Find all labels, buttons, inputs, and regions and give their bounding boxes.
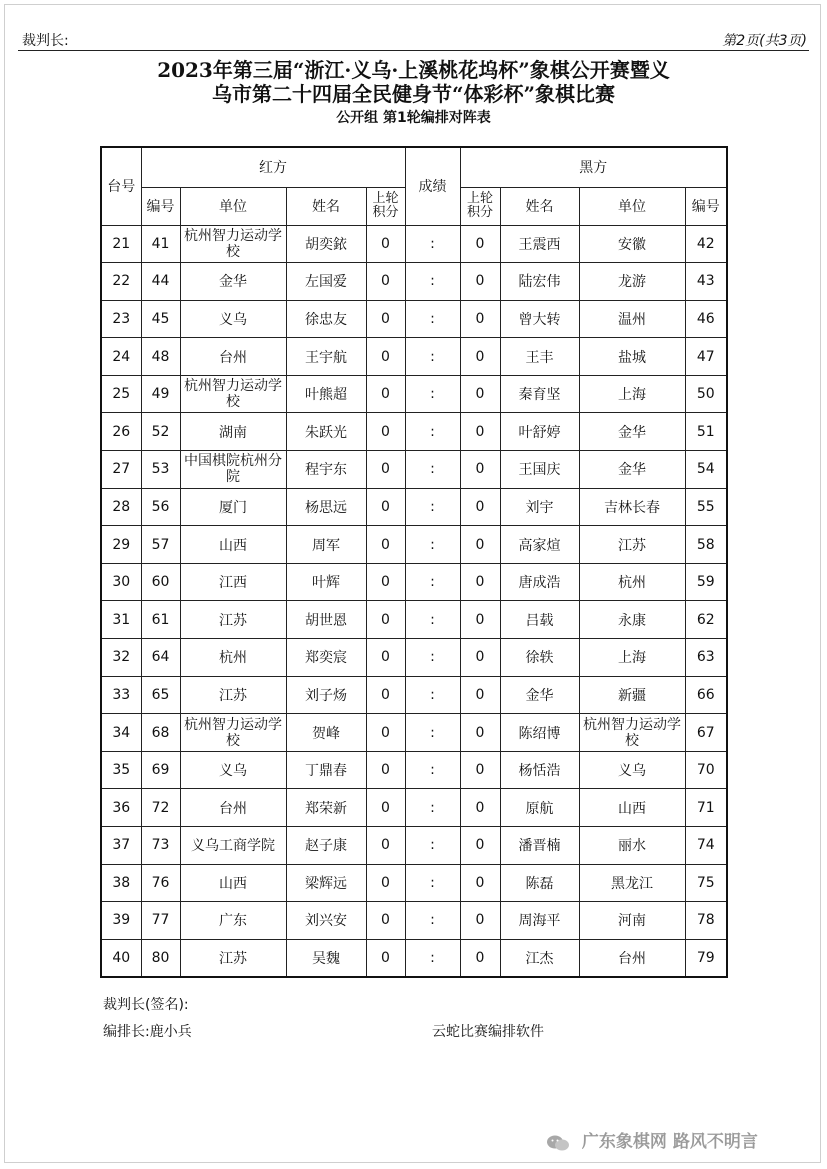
table-row: [101, 488, 727, 526]
board-cell: 25: [101, 375, 141, 413]
board-cell: 35: [101, 751, 141, 789]
result-cell: :: [405, 300, 460, 338]
board-cell: 27: [101, 451, 141, 489]
scheduler-name: 编排长:鹿小兵: [103, 1024, 192, 1040]
black-number-cell: 79: [685, 939, 727, 977]
black-unit-cell: 金华: [579, 451, 685, 489]
red-prev-score: 0: [366, 676, 405, 714]
table-row: [101, 451, 727, 489]
header-black-num: 编号: [685, 187, 727, 225]
black-prev-score: 0: [460, 676, 500, 714]
black-player-name: 周海平: [500, 902, 579, 940]
red-player-name: 梁辉远: [286, 864, 366, 902]
header-black-prev-score: [460, 187, 500, 225]
red-prev-score: 0: [366, 263, 405, 301]
table-row: [101, 526, 727, 564]
red-number-cell: 61: [141, 601, 180, 639]
result-cell: :: [405, 375, 460, 413]
header-result: 成绩: [405, 147, 460, 225]
document-title: [60, 58, 767, 106]
red-number-cell: 49: [141, 375, 180, 413]
black-prev-score: 0: [460, 225, 500, 263]
red-unit-cell: 杭州智力运动学校: [180, 225, 286, 263]
red-prev-score: 0: [366, 601, 405, 639]
result-cell: :: [405, 263, 460, 301]
red-prev-score: 0: [366, 639, 405, 677]
board-cell: 29: [101, 526, 141, 564]
red-unit-cell: 江苏: [180, 676, 286, 714]
red-unit-cell: 厦门: [180, 488, 286, 526]
red-unit-cell: 江西: [180, 563, 286, 601]
red-prev-score: 0: [366, 451, 405, 489]
software-credit: 云蛇比赛编排软件: [432, 1024, 544, 1040]
red-prev-score: 0: [366, 488, 405, 526]
red-number-cell: 57: [141, 526, 180, 564]
red-prev-score: 0: [366, 413, 405, 451]
header-prev-score-line2: 积分: [372, 205, 399, 220]
black-number-cell: 75: [685, 864, 727, 902]
black-player-name: 金华: [500, 676, 579, 714]
red-player-name: 徐忠友: [286, 300, 366, 338]
red-player-name: 刘兴安: [286, 902, 366, 940]
black-number-cell: 50: [685, 375, 727, 413]
red-prev-score: 0: [366, 375, 405, 413]
black-prev-score: 0: [460, 413, 500, 451]
black-number-cell: 43: [685, 263, 727, 301]
black-unit-cell: 永康: [579, 601, 685, 639]
red-player-name: 杨思远: [286, 488, 366, 526]
black-prev-score: 0: [460, 939, 500, 977]
header-prev-score-line1: 上轮: [372, 191, 399, 206]
black-number-cell: 42: [685, 225, 727, 263]
black-prev-score: 0: [460, 601, 500, 639]
red-unit-cell: 湖南: [180, 413, 286, 451]
table-row: [101, 413, 727, 451]
result-cell: :: [405, 789, 460, 827]
black-player-name: 徐轶: [500, 639, 579, 677]
red-unit-cell: 台州: [180, 338, 286, 376]
red-unit-cell: 江苏: [180, 601, 286, 639]
red-unit-cell: 金华: [180, 263, 286, 301]
header-referee-label: 裁判长:: [22, 33, 69, 49]
black-unit-cell: 黑龙江: [579, 864, 685, 902]
black-number-cell: 74: [685, 827, 727, 865]
board-cell: 38: [101, 864, 141, 902]
red-number-cell: 52: [141, 413, 180, 451]
header-prev-score-line1: 上轮: [466, 191, 493, 206]
header-red-num: 编号: [141, 187, 180, 225]
black-number-cell: 71: [685, 789, 727, 827]
red-unit-cell: 江苏: [180, 939, 286, 977]
red-player-name: 丁鼎春: [286, 751, 366, 789]
red-player-name: 吴魏: [286, 939, 366, 977]
red-player-name: 胡奕銥: [286, 225, 366, 263]
black-number-cell: 46: [685, 300, 727, 338]
header-red-prev-score: [366, 187, 405, 225]
black-number-cell: 66: [685, 676, 727, 714]
watermark-text: 广东象棋网 路风不明言: [581, 1132, 758, 1152]
result-cell: :: [405, 338, 460, 376]
black-player-name: 唐成浩: [500, 563, 579, 601]
title-line-2: 乌市第二十四届全民健身节“体彩杯”象棋比赛: [211, 82, 615, 106]
red-unit-cell: 中国棋院杭州分院: [180, 451, 286, 489]
red-number-cell: 48: [141, 338, 180, 376]
red-player-name: 郑荣新: [286, 789, 366, 827]
red-prev-score: 0: [366, 864, 405, 902]
black-prev-score: 0: [460, 488, 500, 526]
red-prev-score: 0: [366, 714, 405, 752]
red-unit-cell: 义乌工商学院: [180, 827, 286, 865]
red-unit-cell: 义乌: [180, 751, 286, 789]
red-unit-cell: 杭州: [180, 639, 286, 677]
black-player-name: 刘宇: [500, 488, 579, 526]
table-row: [101, 751, 727, 789]
black-player-name: 王国庆: [500, 451, 579, 489]
red-unit-cell: 杭州智力运动学校: [180, 714, 286, 752]
red-prev-score: 0: [366, 526, 405, 564]
red-number-cell: 69: [141, 751, 180, 789]
table-row: [101, 714, 727, 752]
black-unit-cell: 吉林长春: [579, 488, 685, 526]
black-unit-cell: 河南: [579, 902, 685, 940]
black-prev-score: 0: [460, 375, 500, 413]
pairing-rows: [101, 225, 727, 977]
result-cell: :: [405, 451, 460, 489]
black-unit-cell: 上海: [579, 375, 685, 413]
black-prev-score: 0: [460, 263, 500, 301]
black-player-name: 吕载: [500, 601, 579, 639]
result-cell: :: [405, 902, 460, 940]
red-number-cell: 77: [141, 902, 180, 940]
table-row: [101, 676, 727, 714]
black-player-name: 叶舒婷: [500, 413, 579, 451]
board-cell: 24: [101, 338, 141, 376]
red-prev-score: 0: [366, 300, 405, 338]
red-number-cell: 44: [141, 263, 180, 301]
black-unit-cell: 义乌: [579, 751, 685, 789]
black-number-cell: 78: [685, 902, 727, 940]
black-unit-cell: 杭州: [579, 563, 685, 601]
red-prev-score: 0: [366, 789, 405, 827]
header-black-name: 姓名: [500, 187, 579, 225]
red-prev-score: 0: [366, 225, 405, 263]
black-player-name: 王震西: [500, 225, 579, 263]
red-player-name: 刘子炀: [286, 676, 366, 714]
table-row: [101, 902, 727, 940]
black-player-name: 陆宏伟: [500, 263, 579, 301]
board-cell: 28: [101, 488, 141, 526]
result-cell: :: [405, 601, 460, 639]
table-row: [101, 601, 727, 639]
black-player-name: 原航: [500, 789, 579, 827]
black-number-cell: 54: [685, 451, 727, 489]
title-line-1: 2023年第三届“浙江·义乌·上溪桃花坞杯”象棋公开赛暨义: [157, 58, 670, 82]
red-number-cell: 68: [141, 714, 180, 752]
result-cell: :: [405, 639, 460, 677]
red-player-name: 郑奕宸: [286, 639, 366, 677]
black-unit-cell: 江苏: [579, 526, 685, 564]
red-number-cell: 76: [141, 864, 180, 902]
board-cell: 23: [101, 300, 141, 338]
result-cell: :: [405, 676, 460, 714]
header-black: 黑方: [460, 147, 727, 187]
black-number-cell: 67: [685, 714, 727, 752]
table-row: [101, 864, 727, 902]
black-player-name: 陈绍博: [500, 714, 579, 752]
result-cell: :: [405, 714, 460, 752]
red-player-name: 胡世恩: [286, 601, 366, 639]
black-prev-score: 0: [460, 338, 500, 376]
black-player-name: 杨恬浩: [500, 751, 579, 789]
red-number-cell: 53: [141, 451, 180, 489]
black-prev-score: 0: [460, 789, 500, 827]
black-unit-cell: 杭州智力运动学校: [579, 714, 685, 752]
table-row: [101, 563, 727, 601]
header-red-name: 姓名: [286, 187, 366, 225]
black-unit-cell: 温州: [579, 300, 685, 338]
board-cell: 30: [101, 563, 141, 601]
black-prev-score: 0: [460, 451, 500, 489]
table-row: [101, 939, 727, 977]
board-cell: 36: [101, 789, 141, 827]
black-unit-cell: 龙游: [579, 263, 685, 301]
board-cell: 39: [101, 902, 141, 940]
pairing-table: [100, 146, 728, 978]
header-prev-score-line2: 积分: [466, 205, 493, 220]
red-unit-cell: 台州: [180, 789, 286, 827]
black-player-name: 秦育坚: [500, 375, 579, 413]
black-unit-cell: 台州: [579, 939, 685, 977]
red-prev-score: 0: [366, 338, 405, 376]
red-prev-score: 0: [366, 563, 405, 601]
board-cell: 40: [101, 939, 141, 977]
result-cell: :: [405, 225, 460, 263]
table-row: [101, 225, 727, 263]
wechat-icon: [546, 1134, 570, 1152]
black-unit-cell: 金华: [579, 413, 685, 451]
result-cell: :: [405, 827, 460, 865]
red-number-cell: 60: [141, 563, 180, 601]
red-number-cell: 64: [141, 639, 180, 677]
red-number-cell: 73: [141, 827, 180, 865]
board-cell: 37: [101, 827, 141, 865]
header-red-unit: 单位: [180, 187, 286, 225]
board-cell: 21: [101, 225, 141, 263]
red-player-name: 赵子康: [286, 827, 366, 865]
table-row: [101, 375, 727, 413]
black-number-cell: 47: [685, 338, 727, 376]
document-subtitle: 公开组 第1轮编排对阵表: [336, 110, 491, 126]
red-unit-cell: 山西: [180, 864, 286, 902]
result-cell: :: [405, 751, 460, 789]
result-cell: :: [405, 526, 460, 564]
black-number-cell: 62: [685, 601, 727, 639]
board-cell: 26: [101, 413, 141, 451]
black-player-name: 王丰: [500, 338, 579, 376]
board-cell: 33: [101, 676, 141, 714]
red-player-name: 程宇东: [286, 451, 366, 489]
black-unit-cell: 丽水: [579, 827, 685, 865]
red-prev-score: 0: [366, 827, 405, 865]
chief-referee-signature: 裁判长(签名):: [103, 997, 189, 1013]
header-board: 台号: [101, 147, 141, 225]
black-unit-cell: 山西: [579, 789, 685, 827]
black-player-name: 陈磊: [500, 864, 579, 902]
board-cell: 31: [101, 601, 141, 639]
red-player-name: 叶熊超: [286, 375, 366, 413]
black-player-name: 潘晋楠: [500, 827, 579, 865]
black-number-cell: 70: [685, 751, 727, 789]
result-cell: :: [405, 864, 460, 902]
red-number-cell: 80: [141, 939, 180, 977]
black-prev-score: 0: [460, 300, 500, 338]
board-cell: 34: [101, 714, 141, 752]
red-unit-cell: 山西: [180, 526, 286, 564]
black-unit-cell: 新疆: [579, 676, 685, 714]
table-row: [101, 263, 727, 301]
board-cell: 32: [101, 639, 141, 677]
black-unit-cell: 盐城: [579, 338, 685, 376]
black-prev-score: 0: [460, 902, 500, 940]
red-player-name: 贺峰: [286, 714, 366, 752]
red-unit-cell: 广东: [180, 902, 286, 940]
red-player-name: 王宇航: [286, 338, 366, 376]
header-red: 红方: [141, 147, 405, 187]
result-cell: :: [405, 488, 460, 526]
black-number-cell: 55: [685, 488, 727, 526]
black-number-cell: 63: [685, 639, 727, 677]
red-number-cell: 56: [141, 488, 180, 526]
black-prev-score: 0: [460, 639, 500, 677]
table-row: [101, 639, 727, 677]
table-row: [101, 338, 727, 376]
red-player-name: 叶辉: [286, 563, 366, 601]
black-prev-score: 0: [460, 827, 500, 865]
black-player-name: 曾大转: [500, 300, 579, 338]
table-row: [101, 300, 727, 338]
red-unit-cell: 义乌: [180, 300, 286, 338]
result-cell: :: [405, 563, 460, 601]
red-player-name: 周军: [286, 526, 366, 564]
black-prev-score: 0: [460, 751, 500, 789]
header-black-unit: 单位: [579, 187, 685, 225]
result-cell: :: [405, 413, 460, 451]
red-number-cell: 45: [141, 300, 180, 338]
black-player-name: 江杰: [500, 939, 579, 977]
red-prev-score: 0: [366, 751, 405, 789]
watermark: [546, 1127, 758, 1152]
black-prev-score: 0: [460, 864, 500, 902]
black-number-cell: 51: [685, 413, 727, 451]
red-player-name: 朱跃光: [286, 413, 366, 451]
result-cell: :: [405, 939, 460, 977]
black-player-name: 高家煊: [500, 526, 579, 564]
black-unit-cell: 安徽: [579, 225, 685, 263]
red-number-cell: 41: [141, 225, 180, 263]
red-prev-score: 0: [366, 902, 405, 940]
red-number-cell: 72: [141, 789, 180, 827]
black-number-cell: 58: [685, 526, 727, 564]
red-prev-score: 0: [366, 939, 405, 977]
red-unit-cell: 杭州智力运动学校: [180, 375, 286, 413]
black-prev-score: 0: [460, 563, 500, 601]
header-divider: [18, 50, 809, 51]
table-row: [101, 789, 727, 827]
black-unit-cell: 上海: [579, 639, 685, 677]
red-number-cell: 65: [141, 676, 180, 714]
black-prev-score: 0: [460, 714, 500, 752]
black-prev-score: 0: [460, 526, 500, 564]
black-number-cell: 59: [685, 563, 727, 601]
red-player-name: 左国爱: [286, 263, 366, 301]
table-row: [101, 827, 727, 865]
header-page-info: 第2页(共3页): [722, 33, 807, 49]
board-cell: 22: [101, 263, 141, 301]
